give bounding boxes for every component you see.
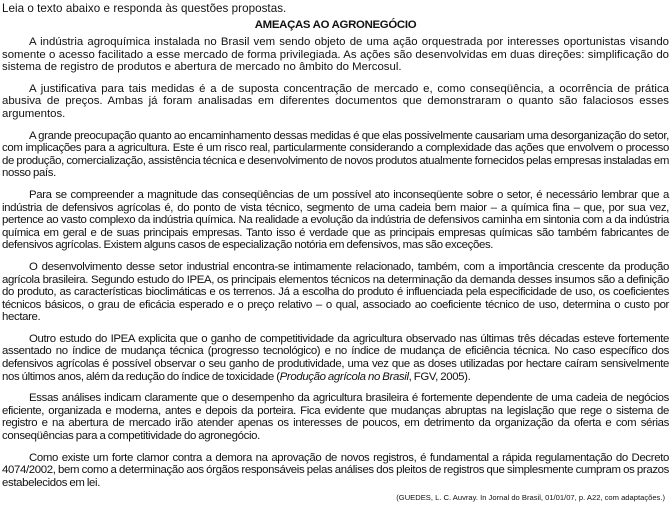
paragraph-1: A indústria agroquímica instalada no Brasil vem sendo objeto de uma ação orquestrada por interesses oportunistas visando somente o acesso facilitado a esse mercado de forma privilegiada. As ações são desenvolvidas em duas direções: simplificação do sistema de registro de produtos e abertura de mercado no âmbito do Mercosul.: [2, 36, 669, 74]
paragraph-6: [2, 333, 669, 383]
paragraph-3: A grande preocupação quanto ao encaminhamento dessas medidas é que elas possivelmente causariam uma desorganização do setor, com implicações para a agricultura. Este é um risco real, particularmente considerando a complexidade das ações que envolvem o processo de produção, comercialização, assistência técnica e desenvolvimento de novos produtos atualmente fornecidos pelas empresas instaladas em nosso país.: [2, 129, 669, 180]
paragraph-8: Como existe um forte clamor contra a demora na aprovação de novos registros, é fundamental a rápida regulamentação do Decreto 4074/2002, bem como a determinação aos órgãos responsáveis pelas análises dos pleitos de registros que simplesmente cumpram os prazos estabelecidos em lei.: [2, 451, 669, 489]
instruction-text: Leia o texto abaixo e responda às questões propostas.: [2, 2, 287, 15]
paragraph-2: A justificativa para tais medidas é a de suposta concentração de mercado e, como conseqüência, a ocorrência de prática abusiva de preços. Ambas já foram analisadas em diferentes documentos que demonstraram o quanto são falaciosos esses argumentos.: [2, 82, 669, 120]
source-citation: (GUEDES, L. C. Auvray. In Jornal do Brasil, 01/01/07, p. A22, com adaptações.): [396, 493, 665, 503]
paragraph-5: O desenvolvimento desse setor industrial encontra-se intimamente relacionado, também, com a importância crescente da produção agrícola brasileira. Segundo estudo do IPEA, os principais elementos técnicos na determinação da demanda desses insumos são a definição do produto, as características bioclimáticas e os terrenos. Já a escolha do produto é influenciada pela especificidade de uso, os coeficientes técnicos básicos, o grau de eficácia esperado e o preço relativo – o qual, associado ao coeficiente técnico de uso, determina o custo por hectare.: [2, 260, 669, 324]
paragraph-6-text: Outro estudo do IPEA explicita que o ganho de competitividade da agricultura observado nas últimas três décadas esteve fortemente assentado no índice de mudança técnica (progresso tecnológico) e no índice de mudança de eficiência técnica. No caso específico dos defensivos agrícolas é possível observar o seu ganho de produtividade, uma vez que as doses utilizadas por hectare caíram sensivelmente nos últimos anos, além da redução do índice de toxicidade (: [2, 332, 669, 383]
paragraph-4: Para se compreender a magnitude das conseqüências de um possível ato inconseqüente sobre o setor, é necessário lembrar que a indústria de defensivos agrícolas é, do ponto de vista técnico, segmento de uma cadeia bem maior – a química fina – que, por sua vez, pertence ao vasto complexo da indústria química. Na realidade a evolução da indústria de defensivos caminha em sintonia com a da indústria química em geral e de suas principais empresas. Tanto isso é verdade que as principais empresas químicas são também fabricantes de defensivos agrícolas. Existem alguns casos de especialização notória em defensivos, mas são exceções.: [2, 188, 669, 252]
cited-work-title: Produção agrícola no Brasil: [279, 370, 409, 383]
document-title: AMEAÇAS AO AGRONEGÓCIO: [254, 19, 417, 31]
paragraph-7: Essas análises indicam claramente que o desempenho da agricultura brasileira é fortemente dependente de uma cadeia de negócios eficiente, organizada e moderna, antes e depois da porteira. Fica evidente que mudanças abruptas na legislação que rege o sistema de registro e na abertura de mercado irão atender apenas os interesses de poucos, em detrimento da organização da oferta e com sérias conseqüências para a competitividade do agronegócio.: [2, 392, 669, 443]
paragraph-6-citation: , FGV, 2005).: [408, 370, 471, 383]
